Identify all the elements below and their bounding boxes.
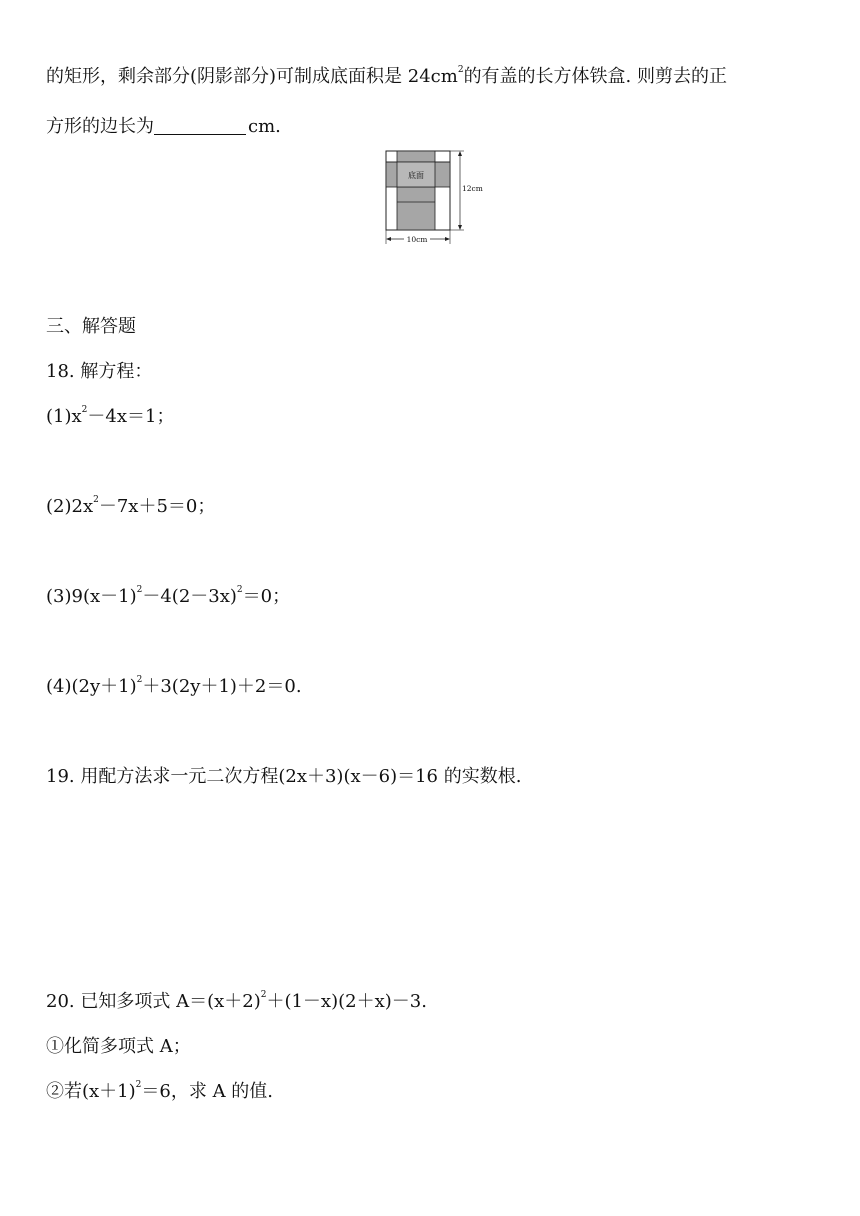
- intro-text-a: 的矩形，剩余部分(阴影部分)可制成底面积是 24cm: [46, 66, 458, 87]
- equation-text: ＝0；: [242, 586, 291, 607]
- intro-text-c: 方形的边长为: [46, 116, 154, 137]
- intro-unit: cm.: [248, 116, 281, 137]
- superscript: 2: [136, 585, 143, 595]
- intro-line-1: [46, 62, 727, 88]
- q19-text: 19. 用配方法求一元二次方程(2x＋3)(x－6)＝16 的实数根.: [46, 766, 522, 787]
- superscript: 2: [236, 585, 243, 595]
- section-title: 三、解答题: [46, 316, 136, 337]
- q20-item2-text-a: ②若(x＋1): [46, 1081, 136, 1102]
- answer-blank[interactable]: [154, 116, 246, 135]
- superscript: 2: [260, 990, 267, 1000]
- superscript: 2: [81, 405, 88, 415]
- q20-text-a: 20. 已知多项式 A＝(x＋2): [46, 991, 261, 1012]
- q18-title: 18. 解方程：: [46, 361, 153, 382]
- q18-part-2: [46, 492, 215, 518]
- q20-title: [46, 987, 427, 1013]
- equation-text: (2)2x: [46, 496, 94, 517]
- superscript: 2: [136, 675, 143, 685]
- equation-text: －4(2－3x): [142, 586, 237, 607]
- width-label: 10cm: [406, 235, 428, 244]
- intro-text-b: 的有盖的长方体铁盒. 则剪去的正: [463, 66, 728, 87]
- box-net-figure: [380, 146, 483, 257]
- q18-part-1: [46, 402, 174, 428]
- equation-text: －4x＝1；: [87, 406, 175, 427]
- intro-line-2: [46, 112, 281, 138]
- superscript: 2: [457, 65, 464, 75]
- q18-part-4: [46, 672, 302, 698]
- height-label: 12cm: [462, 184, 483, 193]
- superscript: 2: [93, 495, 99, 505]
- equation-text: (3)9(x－1): [46, 586, 137, 607]
- q20-item-2: [46, 1077, 273, 1103]
- q18-part-3: [46, 582, 290, 608]
- box-net-diagram: [380, 146, 483, 252]
- q20-text-b: ＋(1－x)(2＋x)－3.: [266, 991, 427, 1012]
- equation-text: －7x＋5＝0；: [98, 496, 216, 517]
- equation-text: ＋3(2y＋1)＋2＝0.: [142, 676, 302, 697]
- equation-text: (4)(2y＋1): [46, 676, 137, 697]
- superscript: 2: [135, 1080, 142, 1090]
- base-label: 底面: [408, 171, 424, 180]
- q20-item-1: ①化简多项式 A；: [46, 1036, 191, 1057]
- equation-text: (1)x: [46, 406, 82, 427]
- q20-item2-text-b: ＝6，求 A 的值.: [141, 1081, 274, 1102]
